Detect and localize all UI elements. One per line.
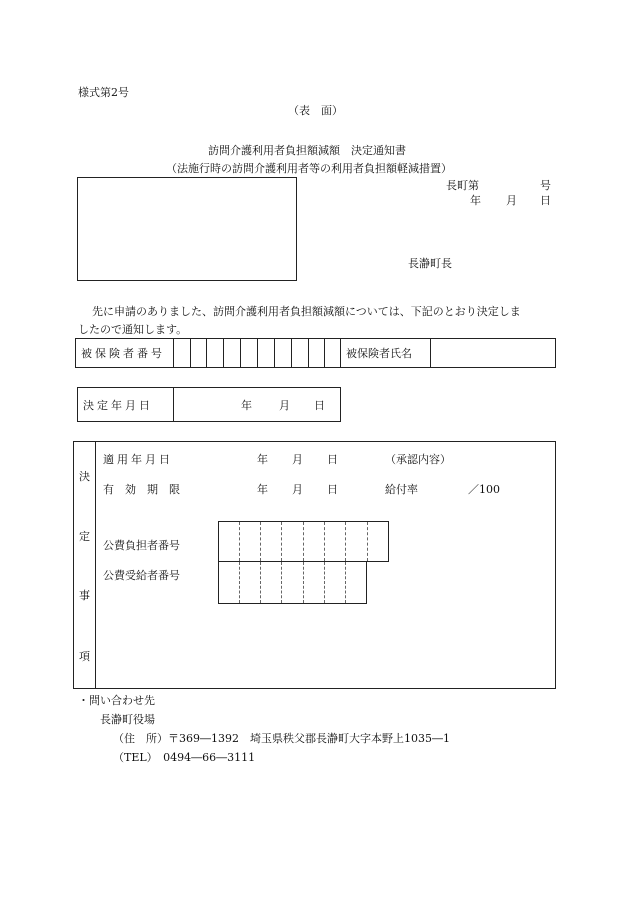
insured-number-cell-divider [308, 338, 309, 368]
issuer-name: 長瀞町長 [408, 257, 452, 270]
insured-number-cell-divider [223, 338, 224, 368]
public-payer-cell-divider [281, 522, 282, 561]
decision-date-year[interactable]: 年 [241, 399, 252, 412]
issue-number-prefix: 長町第 [446, 179, 479, 192]
public-payer-cell-divider [260, 522, 261, 561]
insured-number-cell-divider [274, 338, 275, 368]
insured-name-label: 被保険者氏名 [346, 347, 412, 360]
side-label: （表 面） [288, 104, 343, 117]
insured-number-label: 被保険者番号 [81, 347, 165, 360]
insured-number-cell-divider [206, 338, 207, 368]
public-payer-label: 公費負担者番号 [103, 539, 180, 552]
decision-items-side-divider [95, 441, 96, 689]
decision-date-divider [173, 387, 174, 422]
insured-number-cell-divider [173, 338, 174, 368]
document-title: 訪問介護利用者負担額減額 決定通知書 [208, 144, 406, 157]
benefit-rate-suffix: ／100 [468, 483, 500, 496]
applied-date-month[interactable]: 月 [292, 453, 303, 466]
issue-day: 日 [540, 194, 551, 207]
issue-number-suffix: 号 [540, 179, 551, 192]
public-recipient-cell-divider [345, 562, 346, 603]
decision-date-day[interactable]: 日 [314, 399, 325, 412]
side-char-1: 決 [79, 470, 90, 483]
insured-number-cell-divider [240, 338, 241, 368]
valid-period-label: 有 効 期 限 [103, 483, 180, 496]
public-recipient-cell-divider [324, 562, 325, 603]
address-window-box [77, 177, 297, 281]
public-payer-cell-divider [303, 522, 304, 561]
valid-period-year[interactable]: 年 [257, 483, 268, 496]
form-number: 様式第2号 [78, 86, 129, 99]
contact-heading: ・問い合わせ先 [78, 694, 155, 707]
benefit-rate-label: 給付率 [385, 483, 418, 496]
insured-number-cell-divider [291, 338, 292, 368]
contact-tel: （TEL） 0494―66―3111 [113, 751, 256, 764]
contact-office: 長瀞町役場 [100, 713, 155, 726]
issue-year: 年 [470, 194, 481, 207]
side-char-3: 事 [79, 589, 90, 602]
body-text-line1: 先に申請のありました、訪問介護利用者負担額減額については、下記のとおり決定しま [92, 305, 521, 318]
public-recipient-cell-divider [281, 562, 282, 603]
insured-number-cell-divider [257, 338, 258, 368]
public-recipient-cell-divider [239, 562, 240, 603]
decision-date-label: 決定年月日 [83, 399, 153, 412]
public-payer-cell-divider [324, 522, 325, 561]
valid-period-day[interactable]: 日 [327, 483, 338, 496]
insured-row-divider [340, 338, 341, 368]
insured-name-label-divider [430, 338, 431, 368]
issue-month: 月 [506, 194, 517, 207]
document-subtitle: （法施行時の訪問介護利用者等の利用者負担額軽減措置） [166, 162, 452, 175]
valid-period-month[interactable]: 月 [292, 483, 303, 496]
public-recipient-cell-divider [303, 562, 304, 603]
side-char-4: 項 [79, 650, 90, 663]
insured-number-cell-divider [190, 338, 191, 368]
contact-address: （住 所）〒369―1392 埼玉県秩父郡長瀞町大字本野上1035―1 [113, 732, 450, 745]
insured-number-cell-divider [324, 338, 325, 368]
body-text-line2: したので通知します。 [78, 323, 188, 336]
applied-date-year[interactable]: 年 [257, 453, 268, 466]
applied-date-label: 適用年月日 [103, 453, 173, 466]
approval-content-label: （承認内容） [385, 453, 451, 466]
public-payer-cell-divider [239, 522, 240, 561]
side-char-2: 定 [79, 530, 90, 543]
public-recipient-cell-divider [260, 562, 261, 603]
public-payer-cell-divider [367, 522, 368, 561]
applied-date-day[interactable]: 日 [327, 453, 338, 466]
public-payer-cell-divider [345, 522, 346, 561]
decision-date-month[interactable]: 月 [279, 399, 290, 412]
public-recipient-label: 公費受給者番号 [103, 569, 180, 582]
